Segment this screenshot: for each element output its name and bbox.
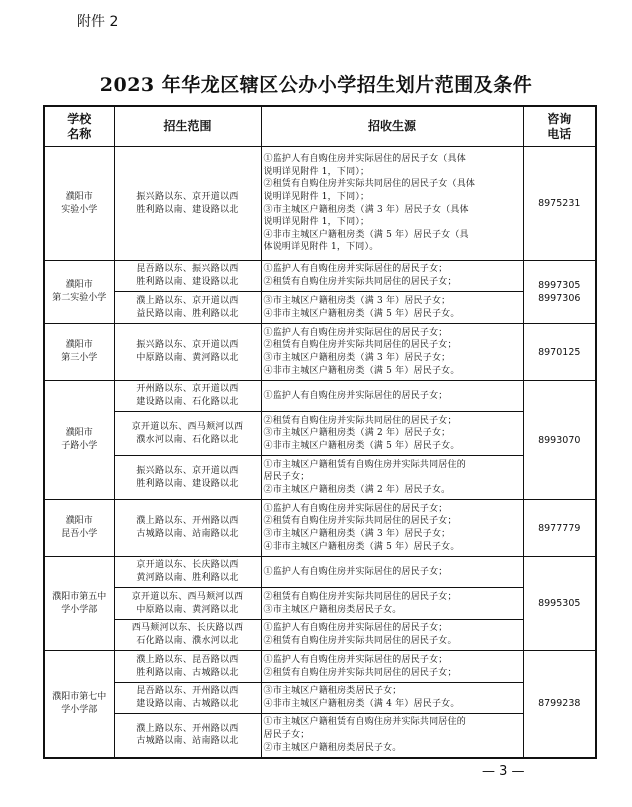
phone-cell [523,324,596,381]
text-line: ①监护人有自购住房并实际居住的居民子女； [263,566,448,577]
attachment-label: 附件 2 [77,14,119,30]
school-name-cell [44,381,114,500]
text-line: ②市主城区户籍租房类居民子女。 [263,742,402,753]
text-line: 第二实验小学 [52,293,107,303]
text-line: ③市主城区户籍租房类居民子女； [263,686,402,697]
header-phone: 咨询 电话 [523,106,596,147]
text-line: 体说明详见附件 1，下同）。 [263,242,379,253]
table-row [44,456,596,500]
text-line: 说明详见附件 1，下同）； [263,166,370,177]
text-line: 振兴路以东、京开道以西 [136,340,239,351]
text-line: 第三小学 [61,353,98,363]
text-line: 8970125 [538,346,581,358]
text-line: 8995305 [538,598,581,609]
table-row [44,381,596,412]
text-line: 濮阳市第五中 [52,591,107,602]
enrollment-range-cell [114,381,261,412]
text-line: ④非市主城区户籍租房类（满 5 年）居民子女。 [263,541,460,552]
text-line: 学小学部 [61,704,98,715]
enrollment-source-cell [261,456,523,500]
enrollment-source-cell [261,381,523,412]
enrollment-source-cell [261,147,523,261]
text-line: 胜利路以南、建设路以北 [136,478,239,489]
phone-cell [523,381,596,500]
text-line: 昆吾路以东、振兴路以西 [136,264,239,275]
text-line: 濮阳市 [65,516,93,526]
text-line: ①监护人有自购住房并实际居住的居民子女； [263,503,448,514]
table-header-row [44,106,596,147]
enrollment-source-cell [261,557,523,588]
page-title: 2023 年华龙区辖区公办小学招生划片范围及条件 [99,74,533,96]
text-line: 振兴路以东、京开道以西 [136,191,239,202]
enrollment-source-cell [261,412,523,456]
text-line: 黄河路以南、胜利路以北 [136,573,239,583]
enrollment-source-cell [261,620,523,651]
text-line: 濮水河以南、石化路以北 [136,434,239,445]
phone-cell [523,557,596,651]
text-line: ②租赁有自购住房并实际共同居住的居民子女； [263,667,457,678]
text-line: ①监护人有自购住房并实际居住的居民子女； [263,327,448,338]
text-line: 开州路以东、京开道以西 [136,384,239,395]
text-line: 说明详见附件 1，下同）； [263,217,370,228]
text-line: 8993070 [538,434,581,446]
text-line: 濮上路以东、京开道以西 [136,295,239,306]
header-range: 招生范围 [114,106,261,147]
text-line: 西马颊河以东、长庆路以西 [131,623,244,634]
text-line: 8975231 [538,198,581,209]
page-number: — 3 — [482,764,525,779]
text-line: ①监护人有自购住房并实际居住的居民子女； [263,264,448,275]
enrollment-source-cell [261,683,523,714]
text-line: 濮阳市 [65,280,93,290]
text-line: ①监护人有自购住房并实际居住的居民子女； [263,390,448,401]
text-line: ③市主城区户籍租房类（满 3 年）居民子女； [263,353,451,363]
text-line: 中原路以南、黄河路以北 [136,353,239,363]
text-line: 濮上路以东、昆吾路以西 [136,654,239,665]
text-line: ②租赁有自购住房并实际共同居住的居民子女（具体 [263,179,476,190]
text-line: 濮上路以东、开州路以西 [136,723,239,734]
enrollment-source-cell [261,261,523,292]
text-line: 昆吾小学 [61,529,98,539]
text-line: 8997306 [538,293,581,304]
text-line: ②租赁有自购住房并实际共同居住的居民子女； [263,277,457,287]
text-line: 说明详见附件 1，下同）； [263,191,370,202]
enrollment-range-cell [114,620,261,651]
enrollment-range-cell [114,324,261,381]
table-row [44,292,596,324]
enrollment-range-cell [114,714,261,758]
school-name-cell [44,324,114,381]
text-line: ④非市主城区户籍租房类（满 5 年）居民子女（具 [263,229,469,240]
text-line: ②市主城区户籍租房类（满 2 年）居民子女。 [263,484,451,495]
enrollment-range-cell [114,261,261,292]
text-line: 濮上路以东、开州路以西 [136,516,239,527]
school-name-cell [44,261,114,324]
text-line: ①监护人有自购住房并实际居住的居民子女（具体 [263,154,466,165]
table-row [44,651,596,683]
text-line: 京开道以东、西马颊河以西 [131,591,244,602]
text-line: 实验小学 [61,204,98,215]
enrollment-range-cell [114,683,261,714]
text-line: ③市主城区户籍租房类居民子女。 [263,604,402,615]
enrollment-source-cell [261,588,523,620]
enrollment-source-cell [261,651,523,683]
text-line: ②租赁有自购住房并实际共同居住的居民子女； [263,340,457,351]
text-line: 子路小学 [61,441,98,451]
enrollment-range-cell [114,500,261,557]
text-line: 胜利路以南、古城路以北 [136,667,239,678]
text-line: 建设路以南、石化路以北 [136,397,239,407]
text-line: 濮阳市 [65,340,93,350]
text-line: ①市主城区户籍租赁有自购住房并实际共同居住的 [263,717,466,728]
enrollment-table [43,105,597,759]
text-line: 学小学部 [61,604,98,615]
text-line: ④非市主城区户籍租房类（满 4 年）居民子女。 [263,699,460,709]
text-line: 濮阳市 [65,428,93,438]
text-line: 中原路以南、黄河路以北 [136,604,239,615]
text-line: ③市主城区户籍租房类（满 2 年）居民子女； [263,428,451,439]
school-name-cell [44,500,114,557]
text-line: ③市主城区户籍租房类（满 3 年）居民子女； [263,529,451,539]
enrollment-range-cell [114,651,261,683]
text-line: 8977779 [538,522,581,534]
table-row [44,714,596,758]
text-line: ②租赁有自购住房并实际共同居住的居民子女； [263,415,457,426]
text-line: 古城路以南、站南路以北 [136,529,239,539]
phone-cell [523,261,596,324]
text-line: 昆吾路以东、开州路以西 [136,686,239,697]
text-line: ②租赁有自购住房并实际共同居住的居民子女； [263,516,457,527]
text-line: 8997305 [538,280,581,291]
table-row [44,324,596,381]
text-line: ④非市主城区户籍租房类（满 5 年）居民子女。 [263,365,460,376]
table-row [44,588,596,620]
enrollment-range-cell [114,412,261,456]
enrollment-range-cell [114,292,261,324]
text-line: 居民子女； [263,472,310,483]
table-row [44,412,596,456]
text-line: 胜利路以南、建设路以北 [136,277,239,287]
phone-cell [523,651,596,758]
school-name-cell [44,557,114,651]
text-line: ④非市主城区户籍租房类（满 5 年）居民子女。 [263,440,460,451]
enrollment-source-cell [261,292,523,324]
text-line: 8799238 [538,698,581,710]
text-line: 胜利路以南、建设路以北 [136,204,239,215]
text-line: 濮阳市 [65,191,93,202]
text-line: ③市主城区户籍租房类（满 3 年）居民子女（具体 [263,204,469,215]
table-row [44,261,596,292]
text-line: 石化路以南、濮水河以北 [136,636,239,646]
text-line: ①监护人有自购住房并实际居住的居民子女； [263,623,448,634]
enrollment-range-cell [114,147,261,261]
school-name-cell [44,147,114,261]
text-line: 振兴路以东、京开道以西 [136,465,239,476]
enrollment-range-cell [114,456,261,500]
text-line: ④非市主城区户籍租房类（满 5 年）居民子女。 [263,308,460,319]
text-line: 京开道以东、西马颊河以西 [131,421,244,432]
text-line: ②租赁有自购住房并实际共同居住的居民子女； [263,591,457,602]
header-source: 招收生源 [261,106,523,147]
phone-cell [523,147,596,261]
enrollment-source-cell [261,500,523,557]
text-line: 居民子女； [263,729,310,740]
text-line: 京开道以东、长庆路以西 [136,560,239,571]
table-row [44,147,596,261]
table-row [44,557,596,588]
text-line: 濮阳市第七中 [52,691,107,702]
table-row [44,620,596,651]
text-line: 古城路以南、站南路以北 [136,736,239,747]
enrollment-range-cell [114,588,261,620]
text-line: 益民路以南、胜利路以北 [136,308,239,319]
text-line: ②租赁有自购住房并实际共同居住的居民子女。 [263,636,457,646]
table-row [44,683,596,714]
header-school: 学校 名称 [44,106,114,147]
enrollment-range-cell [114,557,261,588]
table-row [44,500,596,557]
phone-cell [523,500,596,557]
school-name-cell [44,651,114,758]
text-line: 建设路以南、古城路以北 [136,699,239,709]
enrollment-source-cell [261,714,523,758]
text-line: ①监护人有自购住房并实际居住的居民子女； [263,654,448,665]
enrollment-source-cell [261,324,523,381]
text-line: ①市主城区户籍租赁有自购住房并实际共同居住的 [263,459,466,470]
text-line: ③市主城区户籍租房类（满 3 年）居民子女； [263,295,451,306]
